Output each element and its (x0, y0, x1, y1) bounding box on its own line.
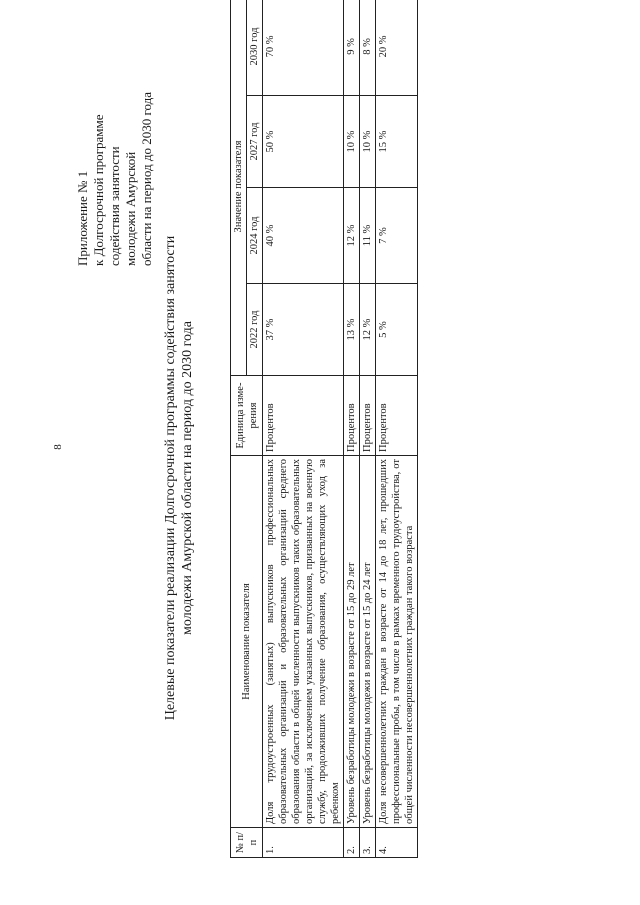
header-num: № п/п (231, 828, 263, 858)
row-value: 10 % (360, 96, 376, 188)
targets-table (230, 0, 418, 858)
row-name: Доля несовершеннолетних граждан в возрасте от 14 до 18 лет, прошедших профессиональные пробы, в том числе в рамках временного трудоустройства, от общей численности несовершеннолетних граждан такого возраста (376, 456, 418, 828)
table-row (360, 0, 376, 858)
header-year: 2027 год (247, 96, 263, 188)
row-value: 15 % (376, 96, 418, 188)
row-unit: Процентов (263, 376, 344, 456)
row-value: 5 % (376, 284, 418, 376)
row-value: 8 % (360, 0, 376, 96)
appendix-line: содействия занятости (107, 146, 122, 266)
title-line: Целевые показатели реализации Долгосрочной программы содействия занятости (163, 235, 178, 721)
row-value: 50 % (263, 96, 344, 188)
appendix-line: Приложение № 1 (75, 170, 90, 266)
header-unit: Единица изме-рения (231, 376, 263, 456)
row-value: 37 % (263, 284, 344, 376)
row-num: 3. (360, 828, 376, 858)
table-header-row (231, 0, 247, 858)
page-number: 8 (51, 444, 64, 450)
header-year: 2022 год (247, 284, 263, 376)
table-row (376, 0, 418, 858)
row-num: 1. (263, 828, 344, 858)
appendix-line: к Долгосрочной программе (91, 114, 106, 266)
table-row (344, 0, 360, 858)
row-value: 70 % (263, 0, 344, 96)
row-unit: Процентов (360, 376, 376, 456)
row-name: Уровень безработицы молодежи в возрасте от 15 до 24 лет (360, 456, 376, 828)
table-row (263, 0, 344, 858)
document-title (162, 178, 196, 778)
row-value: 40 % (263, 188, 344, 284)
row-name: Доля трудоустроенных (занятых) выпускников профессиональных образовательных организаций и образовательных организаций среднего образования области в общей численности выпускников таких образовательных организаций, за исключением указанных выпускников, призванных на военную службу, продолживших получение образования, осуществляющих уход за ребенком (263, 456, 344, 828)
title-line: молодежи Амурской области на период до 2030 года (180, 321, 195, 635)
row-unit: Процентов (344, 376, 360, 456)
row-unit: Процентов (376, 376, 418, 456)
rotated-sheet (0, 8, 550, 878)
row-value: 11 % (360, 188, 376, 284)
appendix-line: молодежи Амурской (123, 151, 138, 266)
header-name: Наименование показателя (231, 456, 263, 828)
row-value: 9 % (344, 0, 360, 96)
row-name: Уровень безработицы молодежи в возрасте от 15 до 29 лет (344, 456, 360, 828)
appendix-note (75, 0, 155, 266)
header-values-group: Значение показателя (231, 0, 247, 376)
row-value: 20 % (376, 0, 418, 96)
appendix-line: области на период до 2030 года (139, 92, 154, 266)
header-year: 2030 год (247, 0, 263, 96)
row-value: 12 % (344, 188, 360, 284)
row-value: 10 % (344, 96, 360, 188)
row-num: 4. (376, 828, 418, 858)
header-year: 2024 год (247, 188, 263, 284)
row-num: 2. (344, 828, 360, 858)
row-value: 12 % (360, 284, 376, 376)
row-value: 7 % (376, 188, 418, 284)
row-value: 13 % (344, 284, 360, 376)
